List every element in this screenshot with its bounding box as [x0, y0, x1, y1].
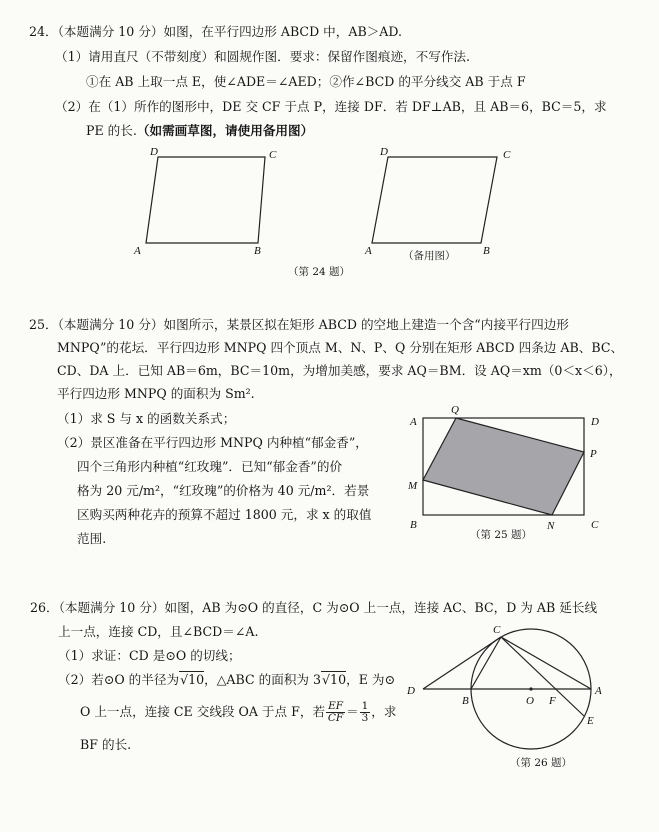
equals: ＝	[346, 704, 359, 719]
label-o: O	[526, 695, 534, 707]
q26-part2-b: ，△ABC 的面积为 3	[204, 672, 322, 687]
label-b-spare: B	[483, 245, 490, 257]
line-ce	[501, 637, 584, 716]
label-b: B	[410, 519, 417, 531]
q24-intro: 24．（本题满分 10 分）如图，在平行四边形 ABCD 中，AB＞AD.	[29, 24, 403, 39]
q24-part1-detail: ①在 AB 上取一点 E，使∠ADE＝∠AED；②作∠BCD 的平分线交 AB 于点 F	[86, 74, 526, 89]
q24-spare-caption: （备用图）	[403, 250, 456, 262]
label-d: D	[407, 685, 415, 697]
q24-part2-end: PE 的长.	[86, 123, 137, 138]
q26-part2-a: （2）若⊙O 的半径为	[58, 672, 180, 687]
q25-line2: MNPQ”的花坛．平行四边形 MNPQ 四个顶点 M、N、P、Q 分别在矩形 ABCD 四条边 AB、BC、	[57, 340, 624, 355]
label-c: C	[269, 149, 277, 161]
line-cb	[471, 637, 501, 689]
line-ca	[501, 637, 591, 689]
q26-caption: （第 26 题）	[510, 757, 573, 769]
frac-cf: CF	[327, 712, 344, 724]
q25-line3: CD、DA 上．已知 AB＝6m，BC＝10m，为增加美感，要求 AQ＝BM．设 AQ＝xm（0＜x＜6），	[57, 363, 622, 378]
label-d-spare: D	[380, 146, 388, 158]
q26-line2: 上一点，连接 CD，且∠BCD＝∠A.	[58, 624, 259, 639]
label-d: D	[591, 416, 599, 428]
q26-line1: 26．（本题满分 10 分）如图，AB 为⊙O 的直径，C 为⊙O 上一点，连接 AC、BC，D 为 AB 延长线	[30, 600, 598, 615]
q26-part2-d: O 上一点，连接 CE 交线段 OA 于点 F，若	[80, 704, 326, 719]
label-a: A	[595, 685, 602, 697]
label-f: F	[549, 695, 556, 707]
q25-part2-l3: 格为 20 元/m²，“红玫瑰”的价格为 40 元/m²．若景	[77, 483, 370, 498]
label-a: A	[134, 245, 141, 257]
frac-one: 1	[361, 700, 369, 712]
label-m: M	[408, 480, 418, 492]
center-o-dot	[529, 687, 532, 690]
q25-caption: （第 25 题）	[470, 529, 533, 541]
label-a: A	[410, 416, 417, 428]
line-cd	[423, 637, 501, 689]
q25-part2-l5: 范围.	[77, 531, 107, 546]
label-c: C	[591, 519, 599, 531]
q25-line1: 25．（本题满分 10 分）如图所示，某景区拟在矩形 ABCD 的空地上建造一个含“内接平行四边形	[29, 317, 569, 332]
q25-part2-l2: 四个三角形内种植“红玫瑰”．已知“郁金香”的价	[77, 459, 343, 474]
q25-part2-l1: （2）景区准备在平行四边形 MNPQ 内种植“郁金香”，	[57, 435, 368, 450]
label-c-spare: C	[503, 149, 511, 161]
q26-part1: （1）求证：CD 是⊙O 的切线；	[58, 648, 241, 663]
frac-ef: EF	[328, 700, 344, 712]
label-e: E	[587, 715, 594, 727]
q25-part1: （1）求 S 与 x 的函数关系式；	[57, 411, 236, 426]
label-b: B	[254, 245, 261, 257]
q24-note: （如需画草图，请使用备用图）	[136, 123, 314, 138]
label-a-spare: A	[365, 245, 372, 257]
q26-part2-e: ，求	[371, 704, 397, 719]
label-p: P	[590, 448, 597, 460]
label-b: B	[462, 695, 469, 707]
area-sqrt: √10	[322, 672, 347, 687]
q24-part1: （1）请用直尺（不带刻度）和圆规作图．要求：保留作图痕迹，不写作法.	[55, 49, 471, 64]
label-d: D	[150, 146, 158, 158]
q24-part2: （2）在（1）所作的图形中，DE 交 CF 于点 P，连接 DF．若 DF⊥AB，且 AB＝6，BC＝5，求	[55, 99, 607, 114]
q25-part2-l4: 区购买两种花卉的预算不超过 1800 元，求 x 的取值	[77, 507, 372, 522]
label-c: C	[493, 624, 501, 636]
label-n: N	[547, 520, 555, 532]
q26-part2-c: ，E 为⊙	[346, 672, 396, 687]
radius-sqrt: √10	[180, 672, 205, 687]
label-q: Q	[451, 404, 459, 416]
q25-line4: 平行四边形 MNPQ 的面积为 Sm².	[57, 386, 255, 401]
q26-part2-line3: BF 的长.	[80, 737, 132, 752]
frac-three: 3	[361, 712, 369, 724]
q24-caption: （第 24 题）	[288, 266, 351, 278]
